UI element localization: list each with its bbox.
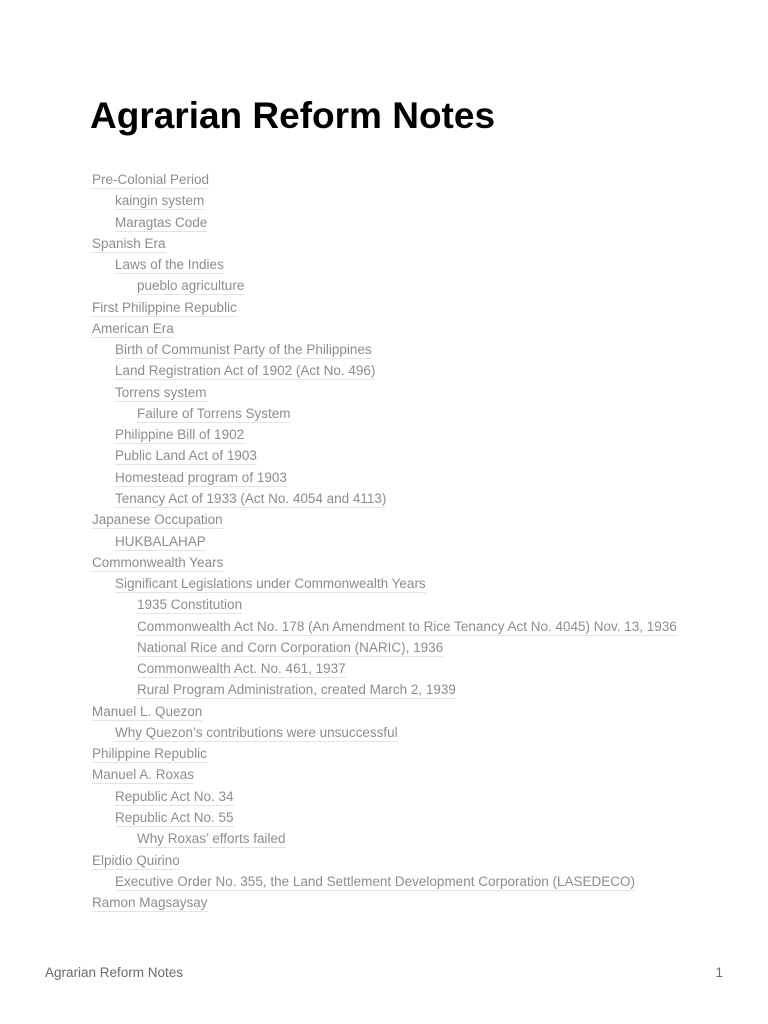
toc-item [92,169,732,190]
toc-item [92,828,732,849]
toc-link[interactable]: Why Quezon’s contributions were unsuccessful [115,724,398,740]
toc-item [92,679,732,700]
toc-link[interactable]: Significant Legislations under Commonwealth Years [115,576,426,592]
toc-link[interactable]: Commonwealth Act. No. 461, 1937 [137,661,346,677]
toc-item [92,573,732,594]
toc-item [92,467,732,488]
toc-link[interactable]: Birth of Communist Party of the Philippines [115,342,372,358]
toc-item [92,445,732,466]
toc-item [92,892,732,913]
toc-item [92,403,732,424]
toc-link[interactable]: 1935 Constitution [137,597,243,613]
page-number: 1 [715,965,723,980]
toc-link[interactable]: Public Land Act of 1903 [115,448,257,464]
toc-item [92,233,732,254]
toc-link[interactable]: American Era [92,320,174,336]
toc-link[interactable]: Commonwealth Years [92,554,224,570]
toc-link[interactable]: Executive Order No. 355, the Land Settlement Development Corporation (LASEDECO) [115,873,636,889]
toc-item [92,190,732,211]
toc-item [92,318,732,339]
toc-link[interactable]: Republic Act No. 34 [115,788,234,804]
toc-item [92,531,732,552]
toc-link[interactable]: Spanish Era [92,235,166,251]
toc-item [92,509,732,530]
toc-item [92,212,732,233]
toc-item [92,850,732,871]
toc-item [92,637,732,658]
toc-link[interactable]: Manuel A. Roxas [92,767,195,783]
toc-link[interactable]: Pre-Colonial Period [92,172,210,187]
toc-item [92,254,732,275]
toc-link[interactable]: Failure of Torrens System [137,405,291,421]
toc-link[interactable]: Ramon Magsaysay [92,895,208,911]
toc-item [92,743,732,764]
toc-link[interactable]: Tenancy Act of 1933 (Act No. 4054 and 4113) [115,490,387,506]
toc-item [92,297,732,318]
toc-link[interactable]: Philippine Republic [92,746,207,762]
toc-item [92,722,732,743]
toc-link[interactable]: Elpidio Quirino [92,852,180,868]
toc-link[interactable]: Maragtas Code [115,214,208,230]
toc-link[interactable]: Why Roxas’ efforts failed [137,831,286,847]
toc-item [92,594,732,615]
toc-item [92,871,732,892]
toc-link[interactable]: Philippine Bill of 1902 [115,427,245,443]
toc-link[interactable]: Manuel L. Quezon [92,703,203,719]
toc-link[interactable]: Japanese Occupation [92,512,223,528]
toc-link[interactable]: Commonwealth Act No. 178 (An Amendment to Rice Tenancy Act No. 4045) Nov. 13, 1936 [137,618,677,634]
toc-link[interactable]: Republic Act No. 55 [115,809,234,825]
toc-item [92,764,732,785]
toc-link[interactable]: Torrens system [115,384,207,400]
toc-item [92,339,732,360]
page-title: Agrarian Reform Notes [90,95,496,136]
footer-title: Agrarian Reform Notes [45,965,184,980]
toc-link[interactable]: First Philippine Republic [92,299,237,315]
toc-item [92,382,732,403]
toc-link[interactable]: kaingin system [115,193,205,209]
toc-item [92,701,732,722]
toc-item [92,658,732,679]
toc-item [92,488,732,509]
toc-item [92,552,732,573]
toc-link[interactable]: Laws of the Indies [115,257,224,273]
toc-link[interactable]: Homestead program of 1903 [115,469,287,485]
toc-link[interactable]: National Rice and Corn Corporation (NARIC), 1936 [137,639,444,655]
toc-item [92,275,732,296]
toc-item [92,786,732,807]
toc-link[interactable]: HUKBALAHAP [115,533,206,549]
toc-item [92,616,732,637]
toc-item [92,807,732,828]
toc-item [92,360,732,381]
toc-link[interactable]: Rural Program Administration, created March 2, 1939 [137,682,456,698]
toc-link[interactable]: pueblo agriculture [137,278,245,294]
table-of-contents [92,169,732,913]
toc-link[interactable]: Land Registration Act of 1902 (Act No. 496) [115,363,376,379]
toc-item [92,424,732,445]
